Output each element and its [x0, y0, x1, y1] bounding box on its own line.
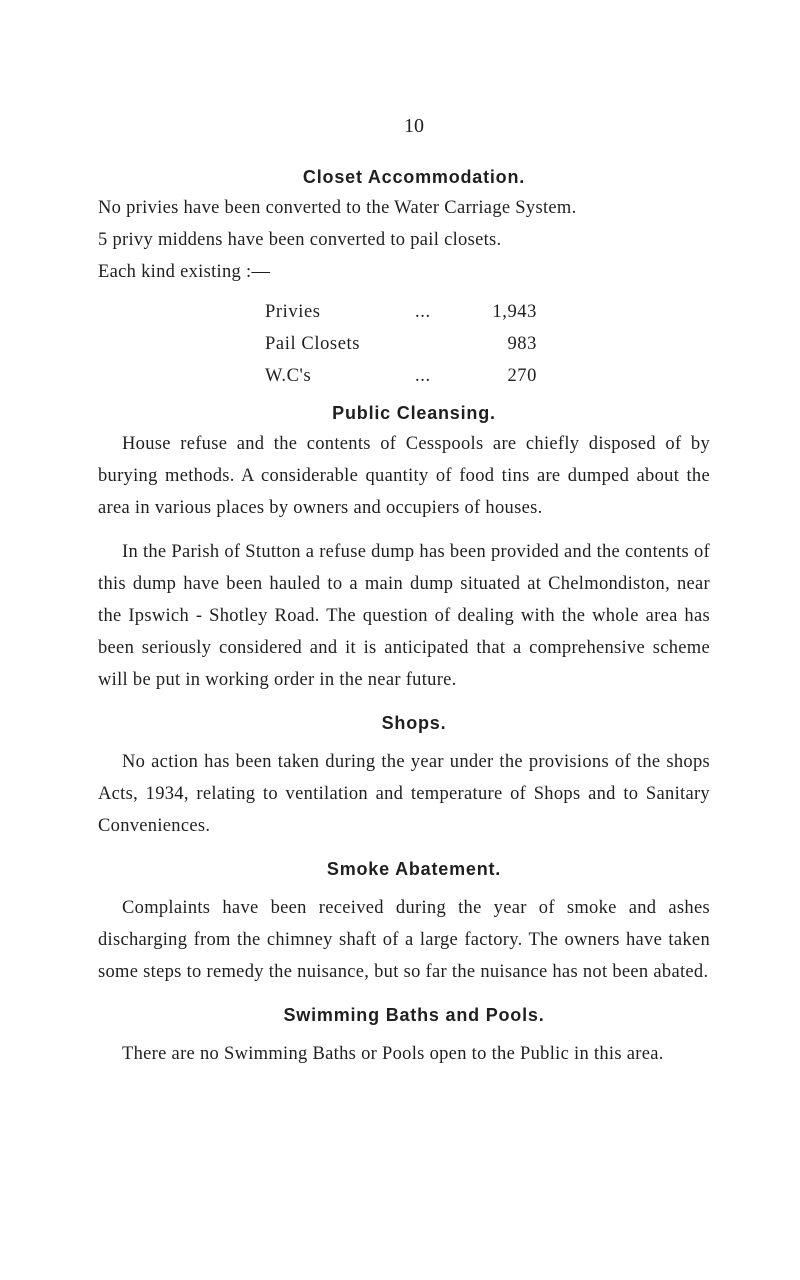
closet-table	[265, 296, 565, 392]
row-leader	[415, 328, 477, 360]
cleansing-paragraph-2: In the Parish of Stutton a refuse dump has been provided and the contents of this dump have been hauled to a main dump situated at Chelmondiston, near the Ipswich - Shotley Road. The question of dealing with the whole area has been seriously considered and it is anticipated that a comprehensive scheme will be put in working order in the near future.	[98, 542, 710, 690]
public-cleansing-heading: Public Cleansing.	[332, 403, 496, 423]
row-label: Pail Closets	[265, 334, 361, 354]
smoke-abatement-heading: Smoke Abatement.	[326, 859, 502, 879]
swimming-baths-heading: Swimming Baths and Pools.	[283, 1005, 545, 1025]
table-row	[265, 328, 565, 360]
shops-heading: Shops.	[381, 713, 447, 733]
row-value: 1,943	[492, 302, 537, 322]
cleansing-paragraph-1: House refuse and the contents of Cesspools are chiefly disposed of by burying methods. A considerable quantity of food tins are dumped about the area in various places by owners and occupiers of houses.	[98, 434, 710, 518]
row-leader: ...	[415, 366, 431, 386]
closet-line-1: No privies have been converted to the Water Carriage System.	[98, 198, 577, 218]
swimming-paragraph: There are no Swimming Baths or Pools open to the Public in this area.	[122, 1044, 664, 1064]
table-row	[265, 296, 565, 328]
row-label: Privies	[265, 302, 321, 322]
table-row	[265, 360, 565, 392]
closet-accommodation-heading: Closet Accommodation.	[302, 167, 526, 187]
row-value: 270	[507, 366, 537, 386]
smoke-paragraph: Complaints have been received during the year of smoke and ashes discharging from the chimney shaft of a large factory. The owners have taken some steps to remedy the nuisance, but so far the nuisance has not been abated.	[98, 898, 710, 982]
row-value: 983	[507, 334, 537, 354]
closet-line-3: Each kind existing :—	[98, 262, 271, 282]
row-label: W.C's	[265, 366, 312, 386]
row-leader: ...	[415, 302, 431, 322]
shops-paragraph: No action has been taken during the year under the provisions of the shops Acts, 1934, relating to ventilation and temperature of Shops and to Sanitary Conveniences.	[98, 752, 710, 836]
page-number: 10	[404, 115, 424, 137]
closet-line-2: 5 privy middens have been converted to pail closets.	[98, 230, 502, 250]
